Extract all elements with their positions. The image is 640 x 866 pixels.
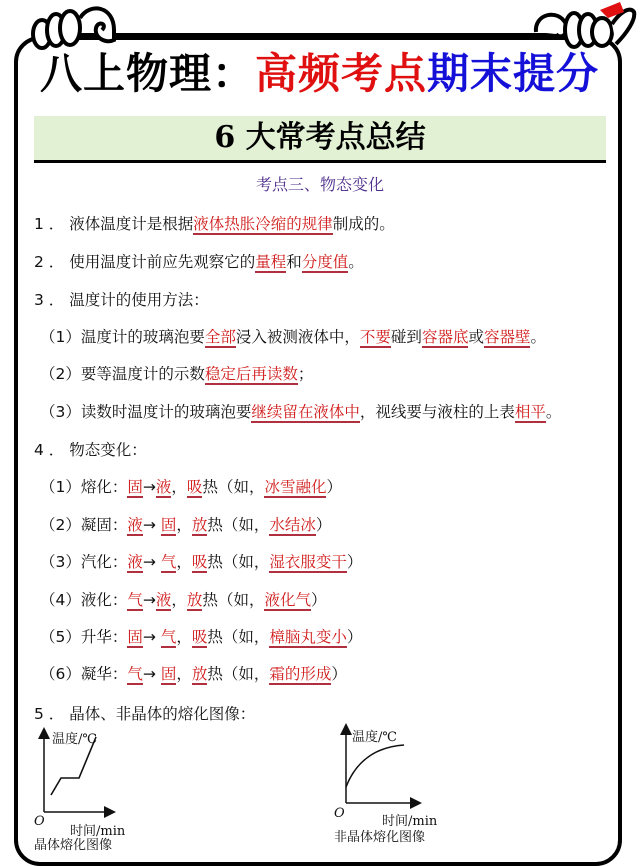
- title-highlight-red: 高频考点: [255, 49, 428, 98]
- key-term: 液: [127, 553, 143, 571]
- content-line: [40, 325, 546, 349]
- scroll-top-rod: [70, 33, 570, 37]
- key-term: 固: [160, 516, 177, 534]
- line-text: （2）凝固：: [40, 516, 128, 534]
- key-term: 稳定后再读数: [204, 365, 298, 383]
- section-title: 考点三、物态变化: [255, 175, 384, 194]
- line-text: （2）要等温度计的示数: [40, 365, 205, 383]
- key-term: 不要: [359, 328, 391, 346]
- key-term: 容器壁: [483, 328, 531, 346]
- banner-divider: [34, 160, 606, 163]
- content-line: [40, 662, 347, 686]
- line-text: →: [142, 665, 161, 683]
- line-text: （1）熔化：: [40, 478, 128, 496]
- line-text: 热（如，: [207, 665, 270, 683]
- key-term: 放: [191, 665, 208, 683]
- content-line: [40, 550, 362, 574]
- line-text: ，: [176, 628, 192, 646]
- content-line: [40, 625, 362, 649]
- line-text: 1 ． 液体温度计是根据: [34, 215, 194, 233]
- key-term: 液化气: [264, 591, 311, 609]
- line-text: （1）温度计的玻璃泡要: [40, 328, 205, 346]
- content-line: [40, 475, 342, 499]
- title-highlight-blue: 期末提分: [427, 49, 600, 98]
- key-term: 相平: [514, 403, 546, 421]
- key-term: 霜的形成: [269, 665, 332, 683]
- line-text: →: [142, 591, 156, 609]
- line-text: →: [142, 628, 161, 646]
- content-line: [34, 212, 395, 236]
- origin-label: O: [334, 806, 345, 821]
- key-term: 樟脑丸变小: [269, 628, 347, 646]
- line-text: 4 ． 物态变化：: [34, 441, 147, 459]
- key-term: 固: [127, 478, 143, 496]
- key-term: 固: [160, 665, 177, 683]
- key-term: 水结冰: [269, 516, 316, 534]
- key-term: 液: [155, 591, 172, 609]
- line-text: 热（如，: [207, 516, 270, 534]
- summary-banner: 6 大常考点总结: [34, 116, 606, 160]
- chart-caption: 非晶体熔化图像: [334, 830, 426, 845]
- line-text: 热（如，: [207, 628, 270, 646]
- crystal-melting-chart: [30, 725, 180, 853]
- line-text: （4）液化：: [40, 591, 128, 609]
- line-text: ，: [176, 665, 192, 683]
- content-line: [40, 513, 331, 537]
- line-text: （3）读数时温度计的玻璃泡要: [40, 403, 252, 421]
- line-text: （6）凝华：: [40, 665, 128, 683]
- content-line: [34, 250, 364, 274]
- amorphous-curve: [346, 745, 404, 787]
- line-text: ，: [171, 478, 187, 496]
- line-text: ；: [297, 365, 314, 383]
- key-term: 液体热胀冷缩的规律: [193, 215, 333, 233]
- red-pin-icon: [598, 0, 640, 24]
- key-term: 气: [160, 553, 177, 571]
- key-term: 吸: [191, 628, 208, 646]
- content-line: [40, 400, 561, 424]
- line-text: ，: [171, 591, 187, 609]
- key-term: 量程: [255, 253, 287, 271]
- page-title: [40, 44, 620, 104]
- line-text: 热（如，: [202, 478, 265, 496]
- line-text: （5）升华：: [40, 628, 128, 646]
- y-axis-label: 温度/℃: [52, 732, 97, 747]
- line-text: 。: [530, 328, 546, 346]
- line-text: 或: [468, 328, 484, 346]
- line-text: 3 ． 温度计的使用方法：: [34, 291, 209, 309]
- line-text: 浸入被测液体中，: [235, 328, 360, 346]
- content-line: [40, 588, 326, 612]
- y-axis-label: 温度/℃: [352, 730, 397, 745]
- key-term: 继续留在液体中: [251, 403, 360, 421]
- title-subject: 八上物理：: [40, 49, 256, 98]
- line-text: 5 ． 晶体、非晶体的熔化图像：: [34, 705, 256, 723]
- content-line: [34, 702, 255, 726]
- line-text: →: [142, 516, 161, 534]
- line-text: ）: [310, 591, 327, 609]
- key-term: 湿衣服变干: [269, 553, 347, 571]
- line-text: →: [142, 553, 161, 571]
- line-text: ，视线要与液柱的上表: [359, 403, 515, 421]
- melting-charts: [0, 725, 640, 853]
- line-text: 碰到: [390, 328, 422, 346]
- line-text: 。: [545, 403, 562, 421]
- line-text: ）: [326, 478, 342, 496]
- line-text: 。: [348, 253, 364, 271]
- line-text: ，: [176, 553, 192, 571]
- key-term: 气: [160, 628, 177, 646]
- key-term: 吸: [186, 478, 203, 496]
- key-term: 容器底: [421, 328, 469, 346]
- chart-caption: 晶体熔化图像: [34, 838, 113, 853]
- amorphous-melting-chart: [328, 725, 488, 849]
- key-term: 分度值: [301, 253, 349, 271]
- key-term: 吸: [191, 553, 208, 571]
- content-line: [40, 362, 313, 386]
- key-term: 放: [186, 591, 203, 609]
- origin-label: O: [34, 814, 45, 829]
- line-text: 热（如，: [202, 591, 265, 609]
- x-axis-label: 时间/min: [70, 824, 126, 839]
- line-text: 制成的。: [332, 215, 395, 233]
- key-term: 气: [127, 665, 143, 683]
- key-term: 气: [127, 591, 143, 609]
- key-term: 全部: [204, 328, 236, 346]
- key-term: 固: [127, 628, 143, 646]
- content-line: [34, 438, 147, 462]
- line-text: 2 ． 使用温度计前应先观察它的: [34, 253, 256, 271]
- key-term: 放: [191, 516, 208, 534]
- key-term: 液: [155, 478, 172, 496]
- line-text: 热（如，: [207, 553, 270, 571]
- line-text: 和: [286, 253, 302, 271]
- line-text: ）: [346, 628, 363, 646]
- x-axis-label: 时间/min: [382, 814, 438, 829]
- line-text: ）: [331, 665, 347, 683]
- key-term: 液: [127, 516, 143, 534]
- line-text: ）: [315, 516, 332, 534]
- line-text: （3）汽化：: [40, 553, 128, 571]
- line-text: →: [142, 478, 156, 496]
- content-line: [34, 288, 209, 312]
- line-text: ，: [176, 516, 192, 534]
- key-term: 冰雪融化: [264, 478, 327, 496]
- line-text: ）: [346, 553, 363, 571]
